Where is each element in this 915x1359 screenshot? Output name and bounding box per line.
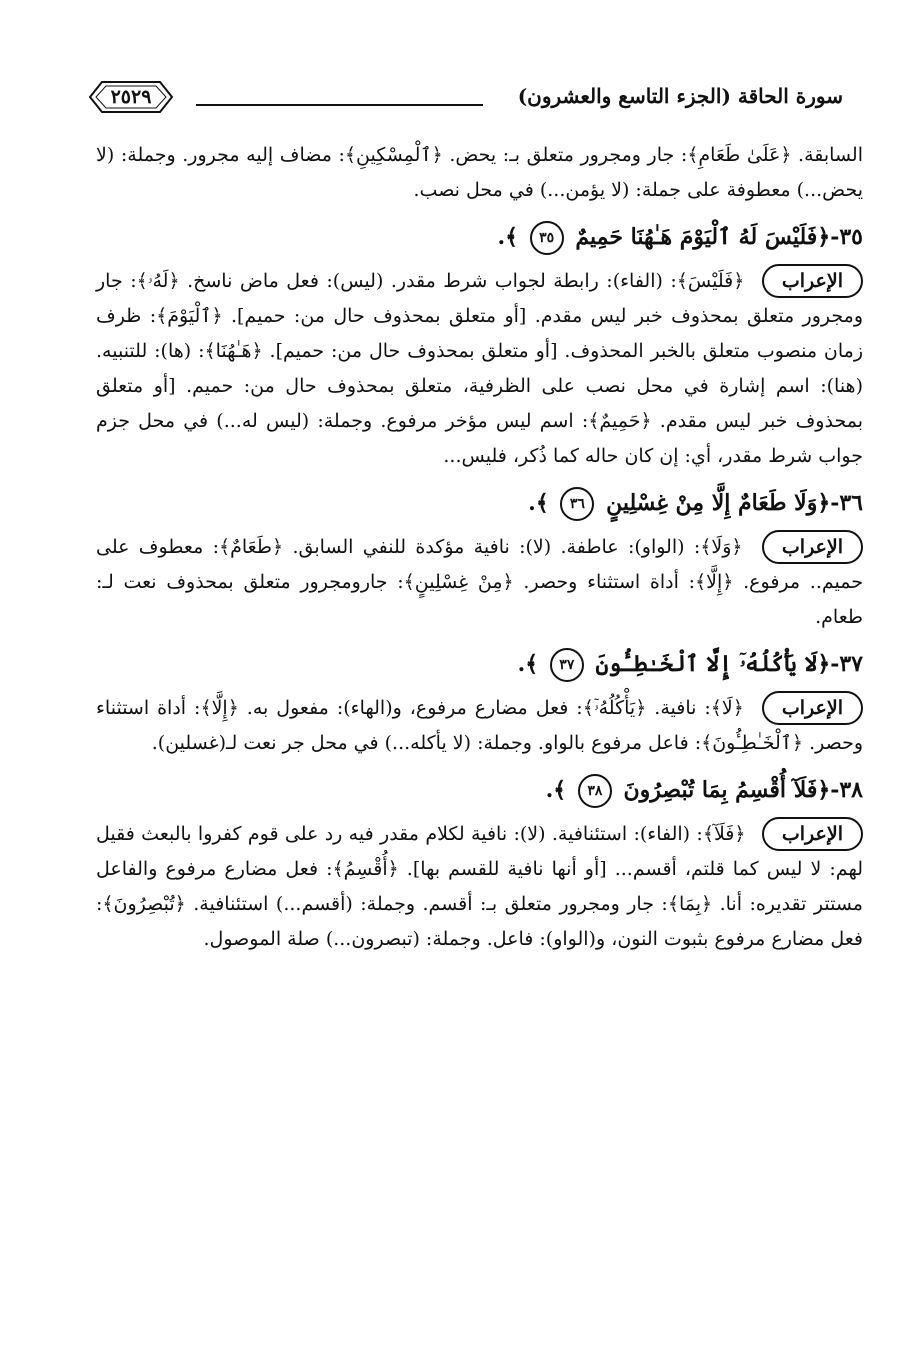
verse-35-text: ٣٥-﴿فَلَيْسَ لَهُ ٱلْيَوْمَ هَـٰهُنَا حَمِيمٌ <box>575 224 863 250</box>
irab-36-text: ﴿وَلَا﴾: (الواو): عاطفة. (لا): نافية مؤكدة للنفي السابق. ﴿طَعَامٌ﴾: معطوف على حميم.. مرفوع. ﴿إِلَّا﴾: أداة استثناء وحصر. ﴿مِنْ غِسْلِينٍ﴾: جارومجرور متعلق بمحذوف نعت لـ: طعام. <box>96 536 863 628</box>
irab-37-text: ﴿لَا﴾: نافية. ﴿يَأْكُلُهُۥٓ﴾: فعل مضارع مرفوع، و(الهاء): مفعول به. ﴿إِلَّا﴾: أداة استثناء وحصر. ﴿ٱلْخَـٰطِـُٔونَ﴾: فاعل مرفوع بالواو. وجملة: (لا يأكله...) في محل جر نعت لـ(غسلين). <box>96 697 863 754</box>
page-number: ٢٥٢٩ <box>110 86 152 108</box>
verse-36 <box>96 484 863 522</box>
verse-38-text: ٣٨-﴿فَلَآ أُقْسِمُ بِمَا تُبْصِرُونَ <box>623 777 863 803</box>
verse-37-close: ﴾. <box>517 651 539 677</box>
irab-label: الإعراب <box>762 264 863 298</box>
verse-36-text: ٣٦-﴿وَلَا طَعَامٌ إِلَّا مِنْ غِسْلِينٍ <box>606 490 863 516</box>
header-rule <box>196 104 483 106</box>
verse-35-close: ﴾. <box>497 224 519 250</box>
verse-35-number-mark: ٣٥ <box>530 221 564 255</box>
header-title: سورة الحاقة (الجزء التاسع والعشرون) <box>517 84 843 108</box>
irab-label: الإعراب <box>762 691 863 725</box>
page-body <box>96 138 863 967</box>
verse-37-number-mark: ٣٧ <box>550 648 584 682</box>
page-header <box>88 78 843 122</box>
irab-35-paragraph <box>96 264 863 474</box>
irab-38-text: ﴿فَلَآ﴾: (الفاء): استئنافية. (لا): نافية لكلام مقدر فيه رد على قوم كفروا بالبعث فقيل لهم: لا ليس كما قلتم، أقسم... [أو أنها نافية للقسم بها]. ﴿أُقْسِمُ﴾: فعل مضارع مرفوع والفاعل مستتر تقديره: أنا. ﴿بِمَا﴾: جار ومجرور متعلق بـ: أقسم. وجملة: (أقسم...) استئنافية. ﴿تُبْصِرُونَ﴾: فعل مضارع مرفوع بثبوت النون، و(الواو): فاعل. وجملة: (تبصرون...) صلة الموصول. <box>96 823 863 950</box>
irab-37-paragraph <box>96 691 863 761</box>
verse-36-close: ﴾. <box>528 490 549 516</box>
verse-36-number-mark: ٣٦ <box>560 487 594 521</box>
verse-38-number-mark: ٣٨ <box>578 774 612 808</box>
irab-38-paragraph <box>96 817 863 957</box>
page-number-frame <box>88 78 174 116</box>
irab-label: الإعراب <box>762 817 863 851</box>
verse-37 <box>96 645 863 683</box>
irab-35-text: ﴿فَلَيْسَ﴾: (الفاء): رابطة لجواب شرط مقدر. (ليس): فعل ماض ناسخ. ﴿لَهُۥ﴾: جار ومجرور متعلق بمحذوف خبر ليس مقدم. [أو متعلق بمحذوف حال من: حميم]. ﴿ٱلْيَوْمَ﴾: ظرف زمان منصوب متعلق بالخبر المحذوف. [أو متعلق بمحذوف حال من: حميم]. ﴿هَـٰهُنَا﴾: (ها): للتنبيه. (هنا): اسم إشارة في محل نصب على الظرفية، متعلق بمحذوف حال من: حميم. [أو متعلق بمحذوف خبر ليس مقدم. ﴿حَمِيمٌ﴾: اسم ليس مؤخر مرفوع. وجملة: (ليس له...) في محل جزم جواب شرط مقدر، أي: إن كان حاله كما ذُكر، فليس... <box>96 270 863 467</box>
irab-label: الإعراب <box>762 530 863 564</box>
intro-paragraph: السابقة. ﴿عَلَىٰ طَعَامِ﴾: جار ومجرور متعلق بـ: يحض. ﴿ٱلْمِسْكِينِ﴾: مضاف إليه مجرور. وجملة: (لا يحض...) معطوفة على جملة: (لا يؤمن...) في محل نصب. <box>96 144 863 201</box>
verse-35 <box>96 218 863 256</box>
verse-38 <box>96 771 863 809</box>
irab-36-paragraph <box>96 530 863 635</box>
verse-38-close: ﴾. <box>545 777 567 803</box>
verse-37-text: ٣٧-﴿لَا يَأْكُلُهُۥٓ إِلَّا ٱلْخَـٰطِـُٔونَ <box>595 651 863 677</box>
